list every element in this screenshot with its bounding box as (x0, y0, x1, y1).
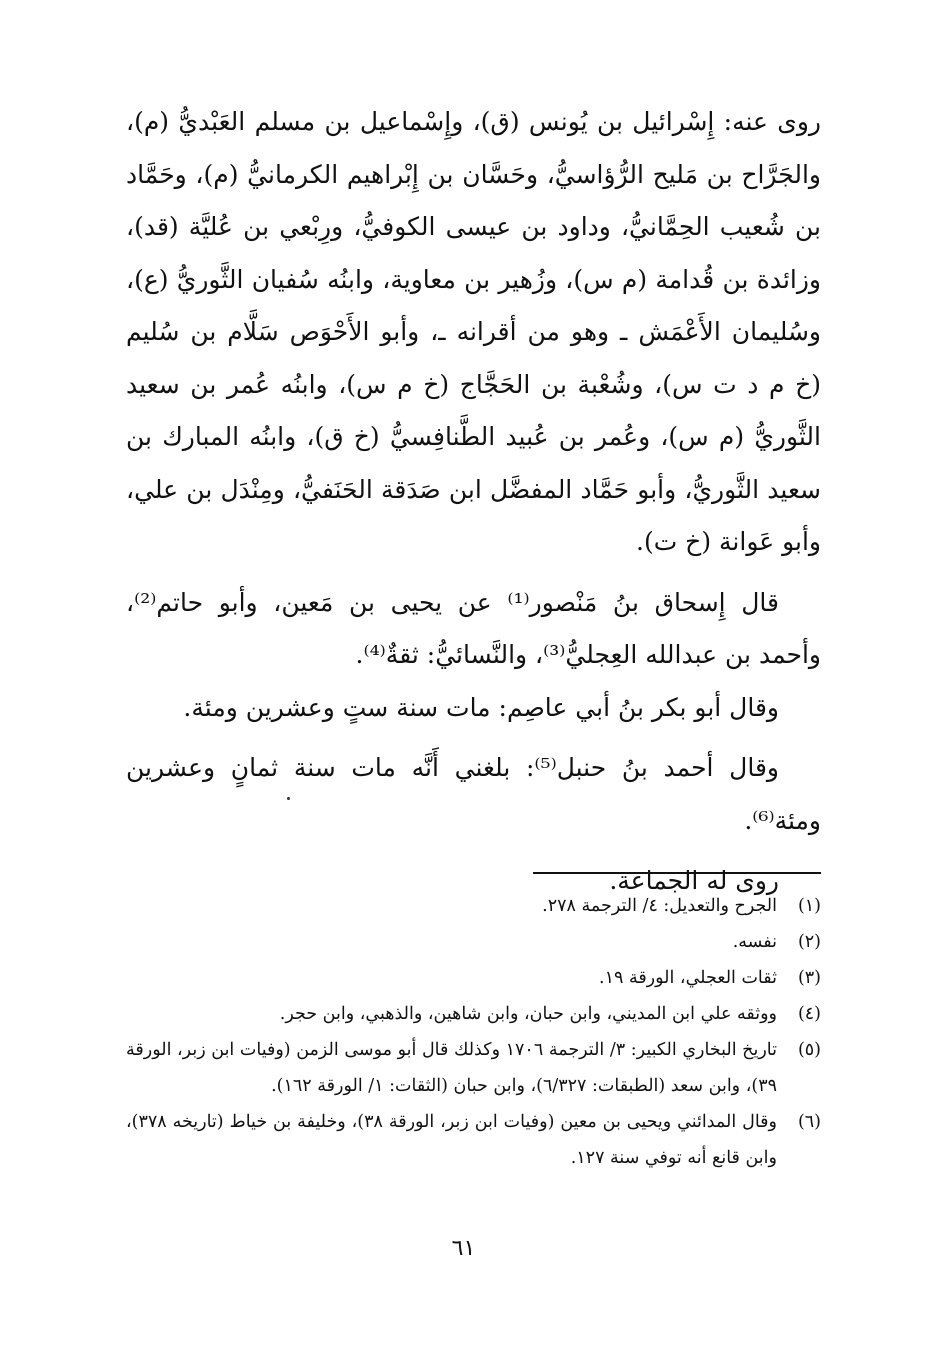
footnote-text: الجرح والتعديل: ٤/ الترجمة ٢٧٨. (542, 896, 777, 916)
footnote-number: (٤) (797, 1004, 821, 1024)
footnote-text: ثقات العجلي، الورقة ١٩. (598, 968, 777, 988)
paragraph-narrators: روى عنه: إِسْرائيل بن يُونس (ق)، وإِسْماعيل بن مسلم العَبْديُّ (م)، والجَرَّاح بن مَليح الرُّؤاسيُّ، وحَسَّان بن إِبْراهيم الكرمانيُّ (م)، وحَمَّاد بن شُعيب الحِمَّانيُّ، وداود بن عيسى الكوفيُّ، ورِبْعي بن عُليَّة (قد)، وزائدة بن قُدامة (م س)، وزُهير بن معاوية، وابنُه سُفيان الثَّوريُّ (ع)، وسُليمان الأَعْمَش ـ وهو من أقرانه ـ، وأبو الأَحْوَص سَلَّام بن سُليم (خ م د ت س)، وشُعْبة بن الحَجَّاج (خ م س)، وابنُه عُمر بن سعيد الثَّوريُّ (م س)، وعُمر بن عُبيد الطَّنافِسيُّ (خ ق)، وابنُه المبارك بن سعيد الثَّوريُّ، وأبو حَمَّاد المفضَّل ابن صَدَقة الحَنَفيُّ، ومِنْدَل بن علي، وأبو عَوانة (خ ت). (126, 107, 821, 556)
footnote-number: (٢) (797, 932, 821, 952)
footnote-separator (533, 872, 821, 874)
paragraph-ishaq-quote: قال إِسحاق بنُ مَنْصور⁽¹⁾ عن يحيى بن مَعين، وأبو حاتم⁽²⁾، وأحمد بن عبدالله العِجليُّ⁽³⁾، والنَّسائيُّ: ثقةٌ⁽⁴⁾. (126, 587, 821, 669)
footnote-number: (١) (797, 896, 821, 916)
footnote-item (126, 888, 821, 924)
footnote-text: نفسه. (732, 932, 777, 952)
paragraph-ahmad-quote: وقال أحمد بنُ حنبل⁽⁵⁾: بلغني أَنَّه مات سنة ثمانٍ وعشرين ومئة⁽⁶⁾. (126, 753, 821, 835)
paragraph-jamaa: روى له الجماعة. (609, 866, 779, 895)
main-text (126, 96, 821, 908)
footnote-text: وقال المدائني ويحيى بن معين (وفيات ابن زبر، الورقة ٣٨)، وخليفة بن خياط (تاريخه ٣٧٨)، وابن قانع أنه توفي سنة ١٢٧. (126, 1112, 777, 1168)
footnote-item (126, 960, 821, 996)
footnote-number: (٦) (797, 1112, 821, 1132)
footnote-item (126, 1032, 821, 1104)
footnote-item (126, 1104, 821, 1176)
footnote-text: ووثقه علي ابن المديني، وابن حبان، وابن شاهين، والذهبي، وابن حجر. (279, 1004, 777, 1024)
print-speck (287, 797, 290, 800)
page-number: ٦١ (451, 1236, 476, 1261)
footnote-item (126, 996, 821, 1032)
footnote-number: (٣) (797, 968, 821, 988)
footnotes (126, 888, 821, 1176)
footnote-item (126, 924, 821, 960)
footnote-text: تاريخ البخاري الكبير: ٣/ الترجمة ١٧٠٦ وكذلك قال أبو موسى الزمن (وفيات ابن زبر، الورقة ٣٩)، وابن سعد (الطبقات: ٦/٣٢٧)، وابن حبان (الثقات: ١/ الورقة ١٦٢). (126, 1040, 777, 1096)
footnote-number: (٥) (797, 1040, 821, 1060)
paragraph-abu-bakr-quote: وقال أبو بكر بنُ أبي عاصِم: مات سنة ستٍ وعشرين ومئة. (183, 692, 779, 722)
